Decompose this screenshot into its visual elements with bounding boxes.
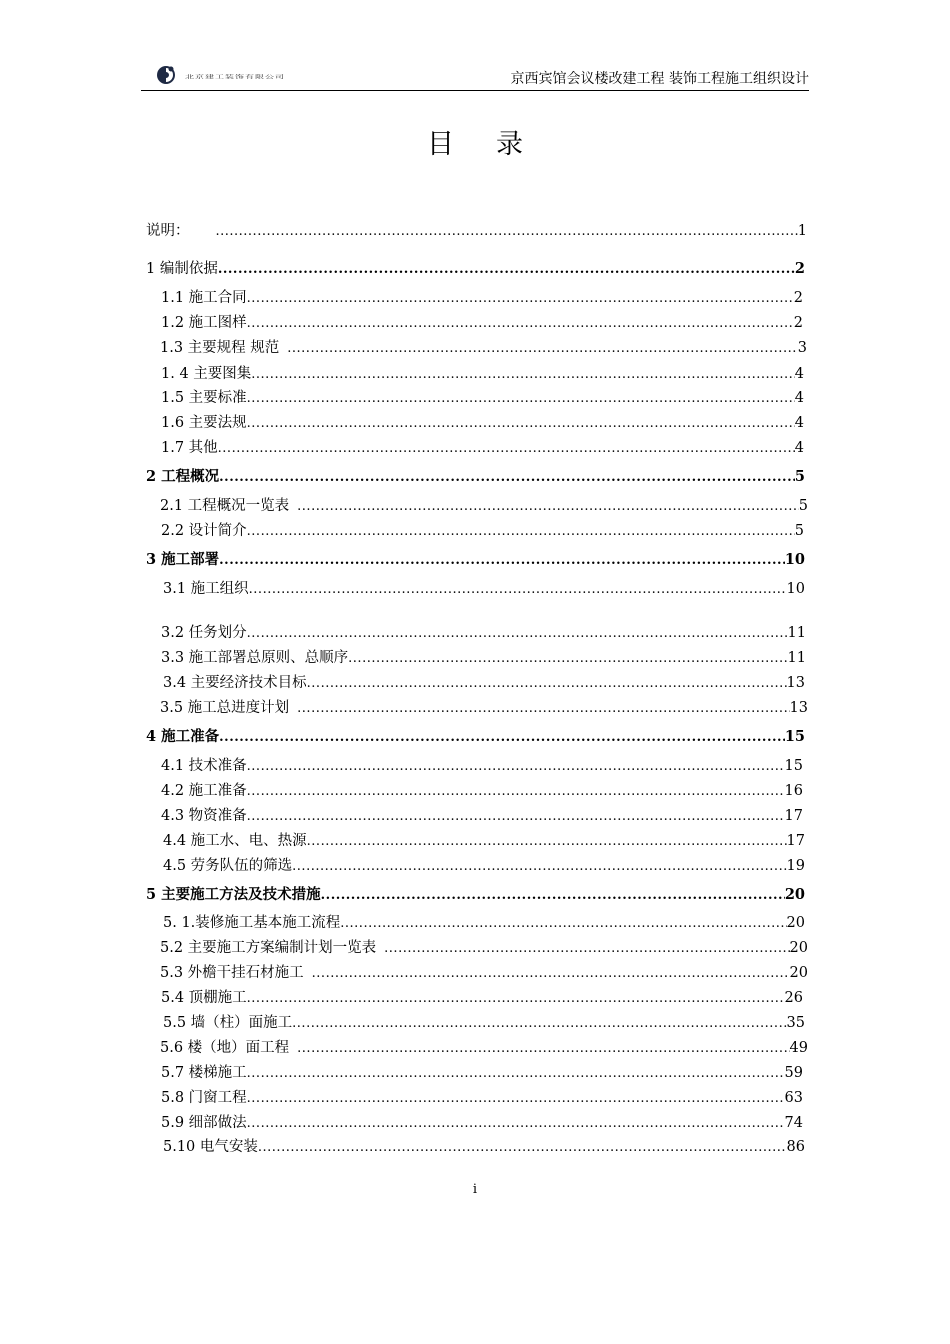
toc-entry-1-6[interactable]: 1.6 主要法规 ..... 4 [161,413,804,433]
toc-entry-2[interactable]: 2 工程概况 ..... 5 [146,467,805,487]
page-number: i [472,1182,478,1197]
toc-entry-5-6[interactable]: 5.6 楼（地）面工程 ..... 49 [160,1038,808,1058]
toc-entry-5-4[interactable]: 5.4 顶棚施工 ..... 26 [161,988,803,1008]
toc-entry-5-3[interactable]: 5.3 外檐干挂石材施工 ..... 20 [160,963,808,983]
toc-entry-1-4[interactable]: 1. 4 主要图集 ..... 4 [161,364,804,384]
company-name: 北京建工装饰有限公司 [185,74,286,80]
toc-entry-4-5[interactable]: 4.5 劳务队伍的筛选 ..... 19 [163,856,805,876]
toc-entry-5-9[interactable]: 5.9 细部做法 ..... 74 [161,1113,803,1133]
toc-entry-5-10[interactable]: 5.10 电气安装 ..... 86 [163,1137,805,1157]
toc-entry-intro[interactable]: 说明： ..... 1 [146,221,807,241]
toc-entry-4-3[interactable]: 4.3 物资准备 ..... 17 [161,806,803,826]
toc-entry-1-2[interactable]: 1.2 施工图样 ..... 2 [161,313,803,333]
toc-entry-3-3[interactable]: 3.3 施工部署总原则、总顺序 ..... 11 [161,648,806,668]
toc-entry-1[interactable]: 1 编制依据 ..... 2 [146,259,805,279]
company-logo-icon [155,64,177,86]
header-title: 京西宾馆会议楼改建工程 装饰工程施工组织设计 [510,71,809,87]
toc-entry-3-5[interactable]: 3.5 施工总进度计划 ..... 13 [160,698,808,718]
toc-entry-2-1[interactable]: 2.1 工程概况一览表 ..... 5 [160,496,808,516]
toc-entry-5-8[interactable]: 5.8 门窗工程 ..... 63 [161,1088,803,1108]
toc-entry-3-4[interactable]: 3.4 主要经济技术目标 ..... 13 [163,673,805,693]
toc-entry-3-2[interactable]: 3.2 任务划分 ..... 11 [161,623,806,643]
toc-entry-5-5[interactable]: 5.5 墙（柱）面施工 ..... 35 [163,1013,805,1033]
toc-entry-3-1[interactable]: 3.1 施工组织 ..... 10 [163,579,805,599]
toc-entry-4-1[interactable]: 4.1 技术准备 ..... 15 [161,756,803,776]
page-header [141,62,809,91]
toc-entry-1-1[interactable]: 1.1 施工合同 ..... 2 [161,288,803,308]
toc-entry-5-1[interactable]: 5. 1.装修施工基本施工流程 ..... 20 [163,913,805,933]
toc-entry-1-7[interactable]: 1.7 其他 ..... 4 [161,438,804,458]
toc-entry-4-2[interactable]: 4.2 施工准备 ..... 16 [161,781,803,801]
toc-entry-2-2[interactable]: 2.2 设计简介 ..... 5 [161,521,804,541]
toc-entry-4-4[interactable]: 4.4 施工水、电、热源 ..... 17 [163,831,805,851]
toc-entry-1-5[interactable]: 1.5 主要标准 ..... 4 [161,388,804,408]
toc-entry-3[interactable]: 3 施工部署 ..... 10 [146,550,805,570]
toc-entry-5[interactable]: 5 主要施工方法及技术措施 ..... 20 [146,885,805,905]
toc-entry-1-3[interactable]: 1.3 主要规程 规范 ..... 3 [160,338,807,358]
toc-entry-4[interactable]: 4 施工准备 ..... 15 [146,727,805,747]
toc-entry-5-2[interactable]: 5.2 主要施工方案编制计划一览表 ..... 20 [160,938,808,958]
toc-entry-5-7[interactable]: 5.7 楼梯施工 ..... 59 [161,1063,803,1083]
page-title: 目录 [427,129,565,160]
